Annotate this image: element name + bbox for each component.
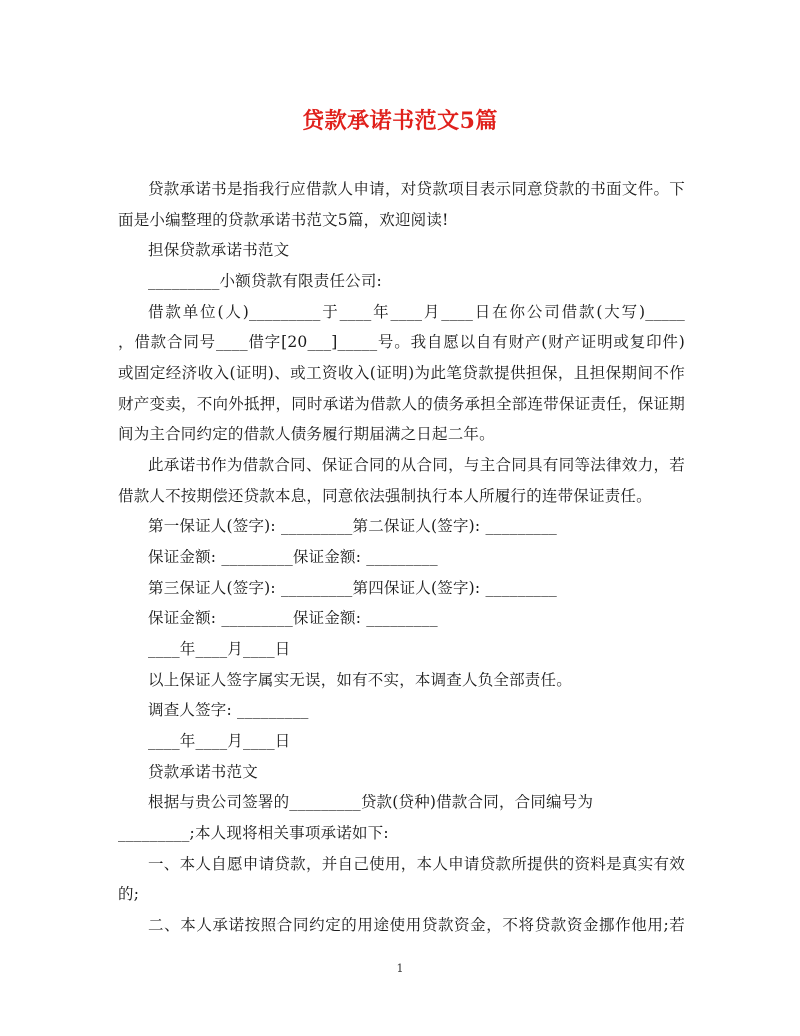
- paragraph-line: 面是小编整理的贷款承诺书范文5篇，欢迎阅读!: [118, 211, 449, 229]
- signature-line: 第一保证人(签字): _________第二保证人(签字): _________: [148, 517, 557, 535]
- paragraph-line: ，借款合同号____借字[20___]_____号。我自愿以自有财产(财产证明或复印件): [118, 333, 685, 351]
- amount-line: 保证金额: _________保证金额: _________: [148, 609, 438, 627]
- paragraph-line: _________小额贷款有限责任公司:: [148, 272, 382, 290]
- paragraph-line: 根据与贵公司签署的_________贷款(贷种)借款合同，合同编号为: [148, 793, 594, 811]
- paragraph-line: 一、本人自愿申请贷款，并自己使用，本人申请贷款所提供的资料是真实有效: [148, 855, 685, 873]
- paragraph-line: 贷款承诺书是指我行应借款人申请，对贷款项目表示同意贷款的书面文件。下: [148, 180, 685, 198]
- signature-line: 第三保证人(签字): _________第四保证人(签字): _________: [148, 579, 557, 597]
- paragraph-line: 或固定经济收入(证明)、或工资收入(证明)为此笔贷款提供担保，且担保期间不作: [118, 364, 685, 382]
- paragraph-line: 借款人不按期偿还贷款本息，同意依法强制执行本人所履行的连带保证责任。: [118, 487, 652, 505]
- paragraph-line: _________;本人现将相关事项承诺如下:: [118, 824, 389, 842]
- document-title: 贷款承诺书范文5篇: [302, 108, 498, 134]
- amount-line: 保证金额: _________保证金额: _________: [148, 548, 438, 566]
- paragraph-line: 借款单位(人)_________于____年____月____日在你公司借款(大写)_____: [148, 303, 685, 321]
- section-heading: 贷款承诺书范文: [148, 763, 258, 781]
- signature-line: 调查人签字: _________: [148, 701, 309, 719]
- paragraph-line: 间为主合同约定的借款人债务履行期届满之日起二年。: [118, 425, 495, 443]
- paragraph-line: 以上保证人签字属实无误，如有不实，本调查人负全部责任。: [148, 671, 572, 689]
- date-line: ____年____月____日: [148, 640, 291, 658]
- date-line: ____年____月____日: [148, 732, 291, 750]
- page-number: 1: [396, 962, 404, 975]
- paragraph-line: 二、本人承诺按照合同约定的用途使用贷款资金，不将贷款资金挪作他用;若: [148, 916, 685, 934]
- section-heading: 担保贷款承诺书范文: [148, 241, 290, 259]
- paragraph-line: 财产变卖，不向外抵押，同时承诺为借款人的债务承担全部连带保证责任，保证期: [118, 395, 685, 413]
- paragraph-line: 的;: [118, 885, 140, 903]
- paragraph-line: 此承诺书作为借款合同、保证合同的从合同，与主合同具有同等法律效力，若: [148, 456, 685, 474]
